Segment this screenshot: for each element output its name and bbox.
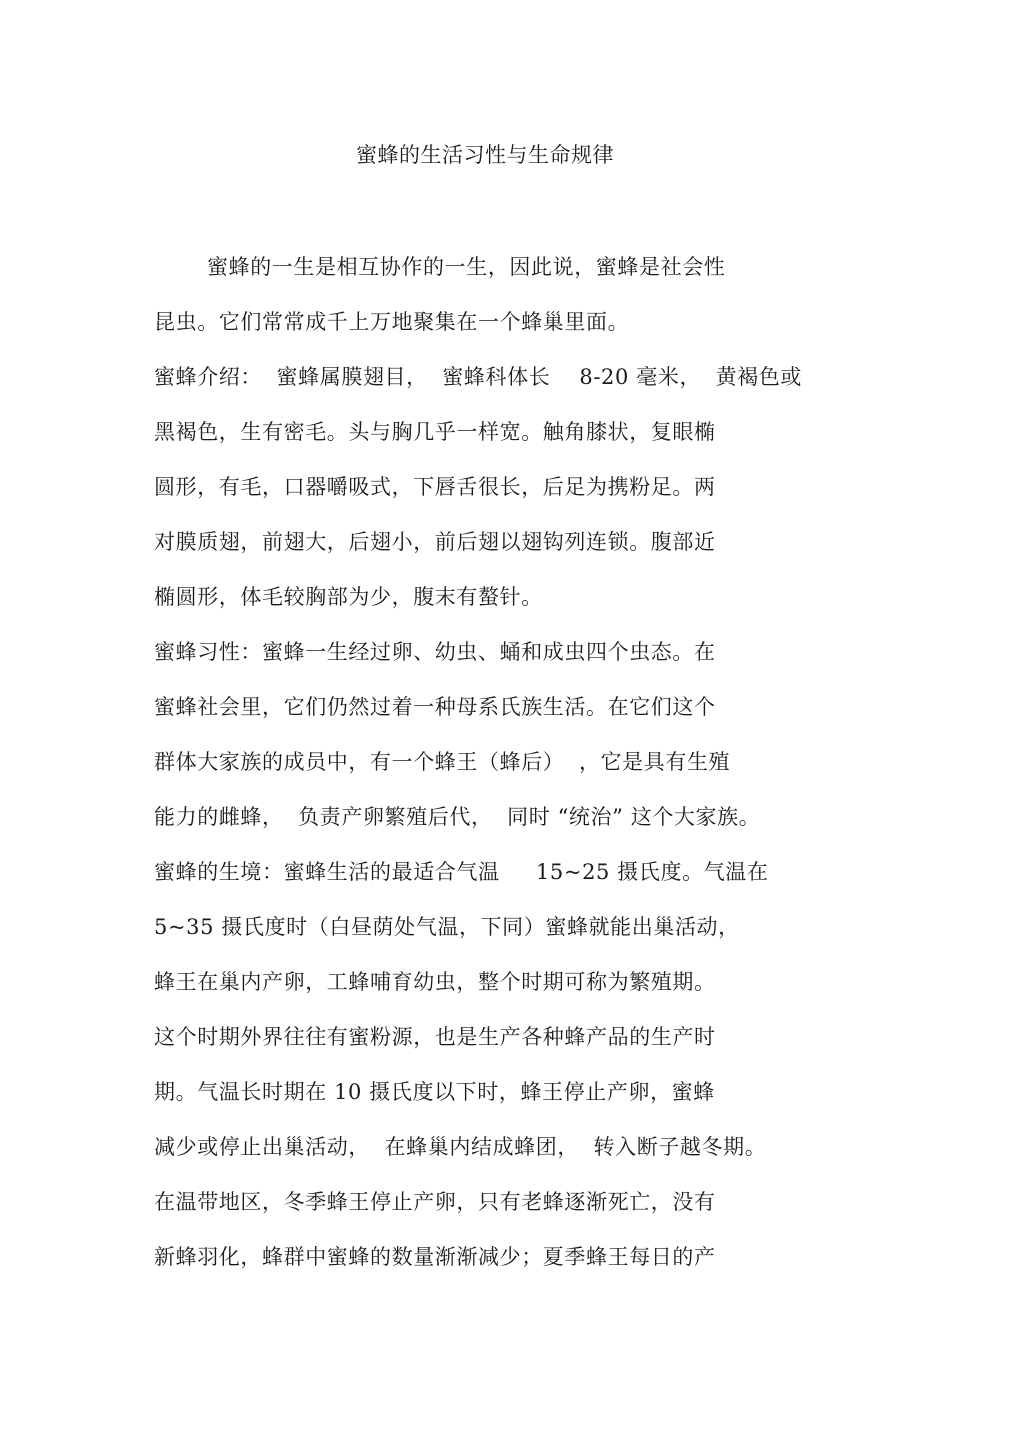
paragraph-line: 蜜蜂习性：蜜蜂一生经过卵、幼虫、蛹和成虫四个虫态。在 [154,640,716,664]
paragraph-line: 昆虫。它们常常成千上万地聚集在一个蜂巢里面。 [154,310,630,334]
paragraph-line: 对膜质翅，前翅大，后翅小，前后翅以翅钩列连锁。腹部近 [154,530,716,554]
paragraph-line: 新蜂羽化，蜂群中蜜蜂的数量渐渐减少；夏季蜂王每日的产 [154,1245,716,1269]
paragraph-line: 椭圆形，体毛较胸部为少，腹末有螯针。 [154,585,543,609]
paragraph-line: 群体大家族的成员中，有一个蜂王（蜂后） ，它是具有生殖 [154,750,731,774]
paragraph-line: 5~35 摄氏度时（白昼荫处气温，下同）蜜蜂就能出巢活动， [154,915,740,939]
paragraph-line: 在温带地区，冬季蜂王停止产卵，只有老蜂逐渐死亡，没有 [154,1190,716,1214]
paragraph-line: 能力的雌蜂， 负责产卵繁殖后代， 同时 “统治” 这个大家族。 [154,805,761,829]
paragraph-line: 蜂王在巢内产卵，工蜂哺育幼虫，整个时期可称为繁殖期。 [154,970,716,994]
paragraph-line: 蜜蜂介绍： 蜜蜂属膜翅目， 蜜蜂科体长 8-20 毫米， 黄褐色或 [154,365,803,389]
paragraph-line: 蜜蜂的生境：蜜蜂生活的最适合气温 15~25 摄氏度。气温在 [154,860,769,884]
paragraph-line: 这个时期外界往往有蜜粉源，也是生产各种蜂产品的生产时 [154,1025,716,1049]
paragraph-line: 蜜蜂的一生是相互协作的一生，因此说，蜜蜂是社会性 [207,255,726,279]
paragraph-line: 黑褐色，生有密毛。头与胸几乎一样宽。触角膝状，复眼椭 [154,420,716,444]
paragraph-line: 期。气温长时期在 10 摄氏度以下时，蜂王停止产卵，蜜蜂 [154,1080,715,1104]
paragraph-line: 蜜蜂社会里，它们仍然过着一种母系氏族生活。在它们这个 [154,695,716,719]
paragraph-line: 圆形，有毛，口器嚼吸式，下唇舌很长，后足为携粉足。两 [154,475,716,499]
document-title: 蜜蜂的生活习性与生命规律 [356,143,614,167]
paragraph-line: 减少或停止出巢活动， 在蜂巢内结成蜂团， 转入断子越冬期。 [154,1135,767,1159]
